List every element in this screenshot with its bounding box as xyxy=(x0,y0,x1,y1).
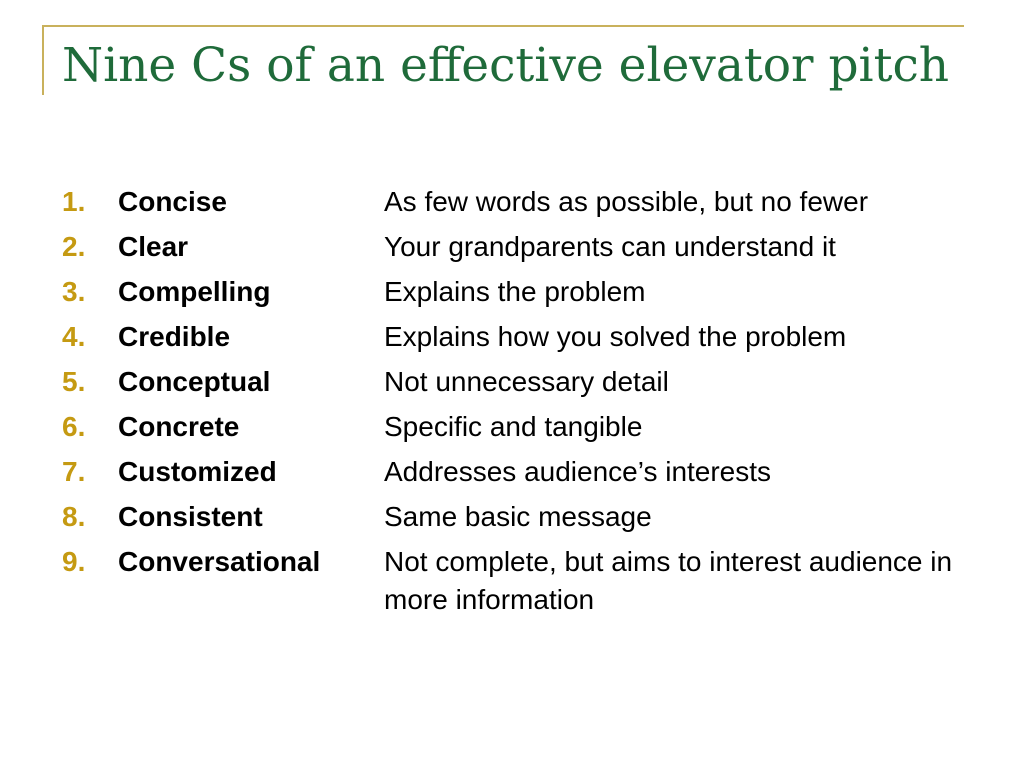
list-item-number: 7. xyxy=(62,456,86,487)
list-item-number: 9. xyxy=(62,546,86,577)
list-item-term: Clear xyxy=(118,231,189,262)
list-item-number: 5. xyxy=(62,366,86,397)
list-item-number: 4. xyxy=(62,321,86,352)
list-item-number: 1. xyxy=(62,186,86,217)
list-item-description: Your grandparents can understand it xyxy=(384,231,836,262)
list-item-description: Same basic message xyxy=(384,501,652,532)
list-item-term: Conversational xyxy=(118,546,321,577)
list-item xyxy=(62,363,1002,401)
top-accent-rule xyxy=(42,25,964,27)
list-item-term: Concise xyxy=(118,186,227,217)
list-item-description: Not complete, but aims to interest audience in more information xyxy=(384,546,953,615)
nine-cs-list xyxy=(62,183,1002,626)
list-item-number: 6. xyxy=(62,411,86,442)
list-item-term: Conceptual xyxy=(118,366,271,397)
list-item-description: Explains the problem xyxy=(384,276,646,307)
left-accent-rule xyxy=(42,25,44,95)
list-item-number: 8. xyxy=(62,501,86,532)
list-item xyxy=(62,453,1002,491)
list-item xyxy=(62,408,1002,446)
list-item-term: Credible xyxy=(118,321,231,352)
list-item xyxy=(62,228,1002,266)
list-item xyxy=(62,318,1002,356)
slide-title: Nine Cs of an effective elevator pitch xyxy=(62,38,950,93)
list-item xyxy=(62,273,1002,311)
list-item-number: 3. xyxy=(62,276,86,307)
list-item-description: As few words as possible, but no fewer xyxy=(384,186,869,217)
list-item xyxy=(62,183,1002,221)
list-item-description: Specific and tangible xyxy=(384,411,643,442)
list-item-term: Customized xyxy=(118,456,277,487)
list-item-description: Addresses audience’s interests xyxy=(384,456,772,487)
list-item-term: Concrete xyxy=(118,411,240,442)
list-item-description: Not unnecessary detail xyxy=(384,366,669,397)
list-item-description: Explains how you solved the problem xyxy=(384,321,847,352)
list-item xyxy=(62,543,1002,619)
list-item xyxy=(62,498,1002,536)
list-item-term: Consistent xyxy=(118,501,263,532)
list-item-number: 2. xyxy=(62,231,86,262)
list-item-term: Compelling xyxy=(118,276,271,307)
